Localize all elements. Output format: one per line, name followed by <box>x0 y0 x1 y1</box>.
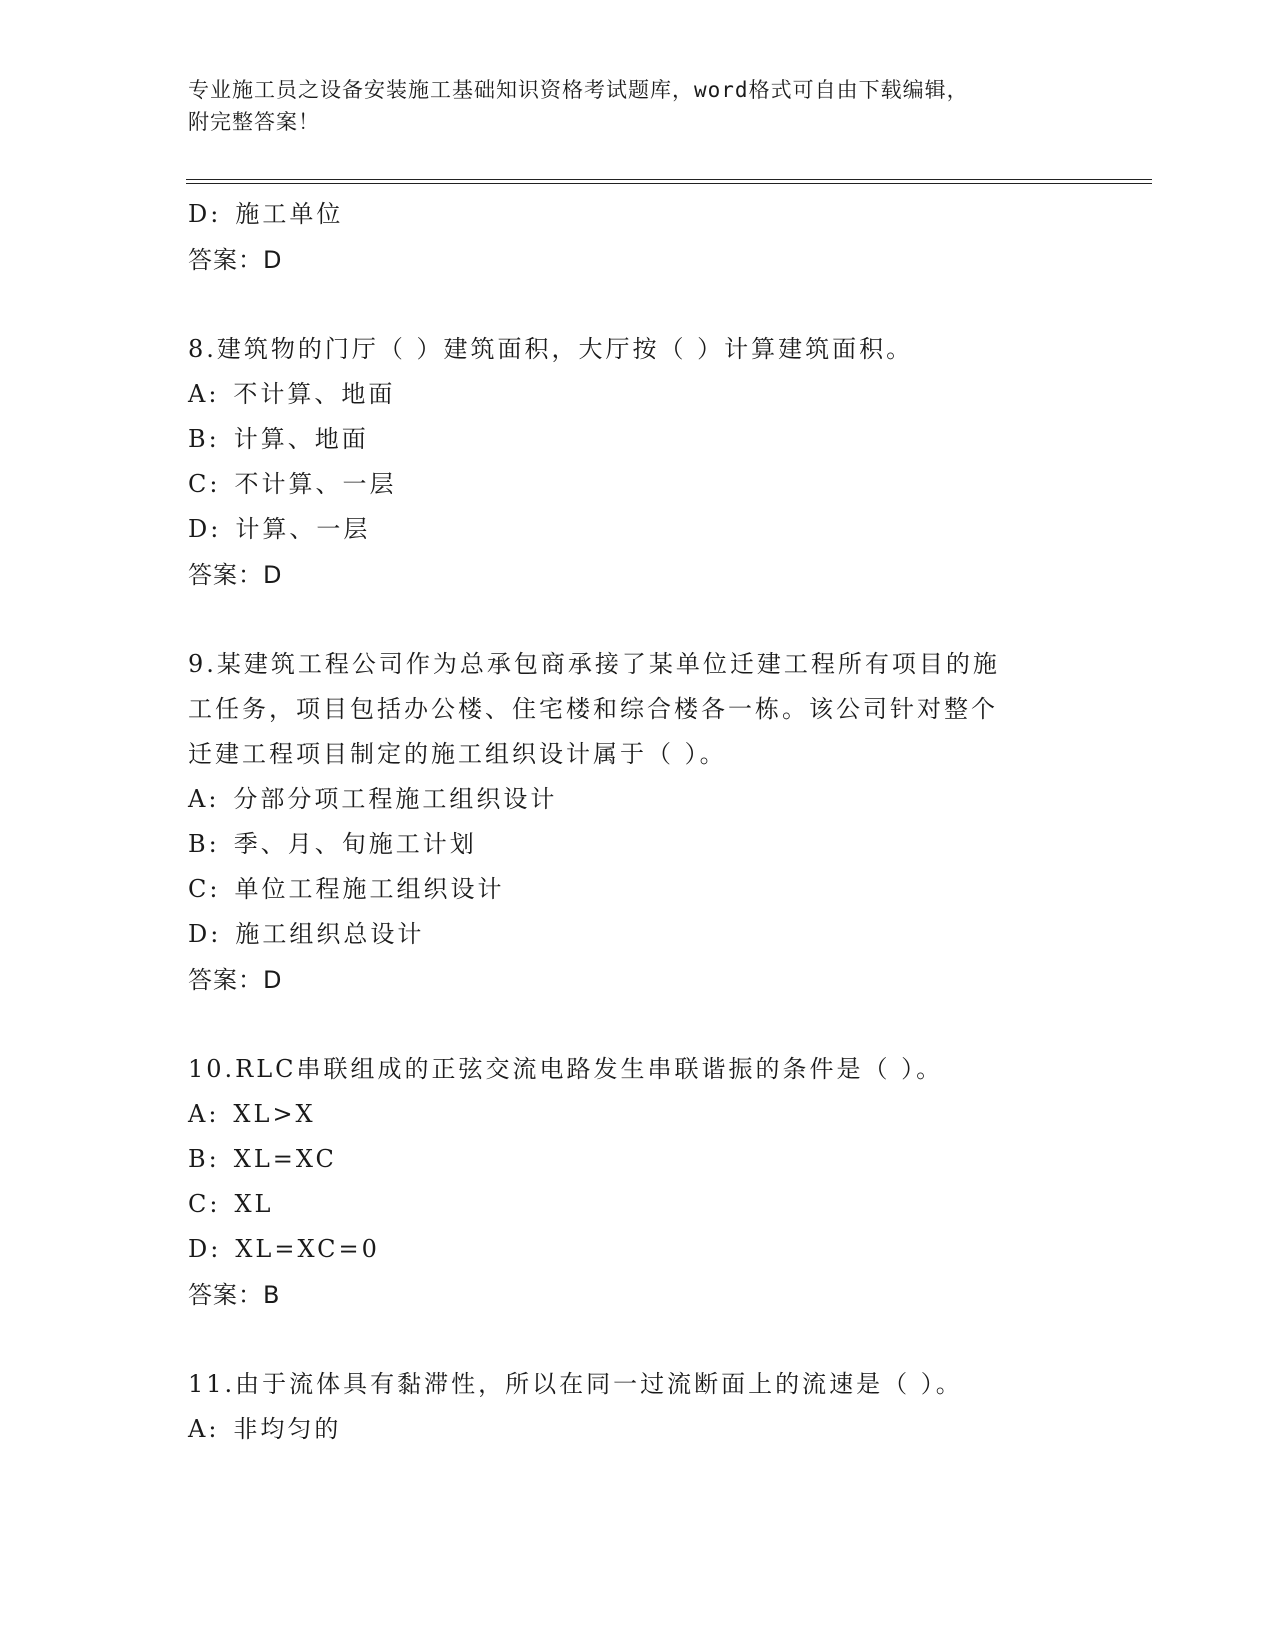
option-text: 不计算、地面 <box>233 380 396 408</box>
option-label: C: <box>188 1190 221 1218</box>
option-text: XL>X <box>233 1100 316 1128</box>
answer-value: D <box>263 966 283 994</box>
option-label: D: <box>188 1235 222 1263</box>
option-label: A: <box>188 1415 220 1443</box>
option-text: 计算、一层 <box>235 515 371 543</box>
option-a <box>188 1407 1088 1452</box>
option-b <box>188 417 1088 462</box>
option-d <box>188 912 1088 957</box>
answer-prefix: 答案： <box>188 561 263 589</box>
question-stem: 10.RLC串联组成的正弦交流电路发生串联谐振的条件是（ ）。 <box>188 1055 944 1083</box>
option-a <box>188 777 1088 822</box>
header-line-1: 专业施工员之设备安装施工基础知识资格考试题库，word格式可自由下载编辑， <box>188 78 969 102</box>
answer-line <box>188 957 1088 1003</box>
answer-line <box>188 237 1088 283</box>
question-8 <box>188 327 1088 598</box>
option-text: XL=XC=0 <box>235 1235 380 1263</box>
question-stem-line-1: 9.某建筑工程公司作为总承包商承接了某单位迁建工程所有项目的施 <box>188 650 1000 678</box>
question-stem: 11.由于流体具有黏滞性，所以在同一过流断面上的流速是（ ）。 <box>188 1370 963 1398</box>
answer-line <box>188 1272 1088 1318</box>
answer-prefix: 答案： <box>188 1281 263 1309</box>
option-text: 季、月、旬施工计划 <box>233 830 477 858</box>
header-line-2: 附完整答案！ <box>188 110 320 134</box>
option-text: 计算、地面 <box>233 425 369 453</box>
answer-prefix: 答案： <box>188 966 263 994</box>
question-7 <box>188 192 1088 283</box>
answer-value: D <box>263 246 283 274</box>
option-d <box>188 1227 1088 1272</box>
option-text: XL <box>234 1190 274 1218</box>
option-d <box>188 507 1088 552</box>
option-text: 不计算、一层 <box>234 470 397 498</box>
option-label: C: <box>188 875 221 903</box>
option-c <box>188 462 1088 507</box>
option-text: 非均匀的 <box>233 1415 342 1443</box>
option-label: B: <box>188 1145 220 1173</box>
option-b <box>188 822 1088 867</box>
answer-prefix: 答案： <box>188 246 263 274</box>
option-label: A: <box>188 1100 220 1128</box>
option-text: 分部分项工程施工组织设计 <box>233 785 558 813</box>
answer-value: B <box>263 1281 281 1309</box>
answer-value: D <box>263 561 283 589</box>
question-11 <box>188 1362 1088 1452</box>
option-a <box>188 1092 1088 1137</box>
option-a <box>188 372 1088 417</box>
question-stem: 8.建筑物的门厅（ ）建筑面积，大厅按（ ）计算建筑面积。 <box>188 335 914 363</box>
question-list <box>188 192 1088 1452</box>
option-label: B: <box>188 425 220 453</box>
option-b <box>188 1137 1088 1182</box>
document-header <box>188 74 1088 138</box>
option-label: A: <box>188 380 220 408</box>
question-stem-line-3: 迁建工程项目制定的施工组织设计属于（ ）。 <box>188 740 727 768</box>
option-c <box>188 867 1088 912</box>
option-text: XL=XC <box>233 1145 337 1173</box>
question-10 <box>188 1047 1088 1318</box>
answer-line <box>188 552 1088 598</box>
option-text: 施工组织总设计 <box>235 920 425 948</box>
option-text: 施工单位 <box>235 200 344 228</box>
option-label: D: <box>188 515 222 543</box>
option-label: B: <box>188 830 220 858</box>
option-label: C: <box>188 470 221 498</box>
question-stem-line-2: 工任务，项目包括办公楼、住宅楼和综合楼各一栋。该公司针对整个 <box>188 695 998 723</box>
option-text: 单位工程施工组织设计 <box>234 875 505 903</box>
header-divider-top <box>186 179 1152 180</box>
option-c <box>188 1182 1088 1227</box>
question-9 <box>188 642 1088 1003</box>
header-divider-bottom <box>186 183 1152 184</box>
option-label: A: <box>188 785 220 813</box>
option-d <box>188 192 1088 237</box>
option-label: D: <box>188 920 222 948</box>
option-label: D: <box>188 200 222 228</box>
